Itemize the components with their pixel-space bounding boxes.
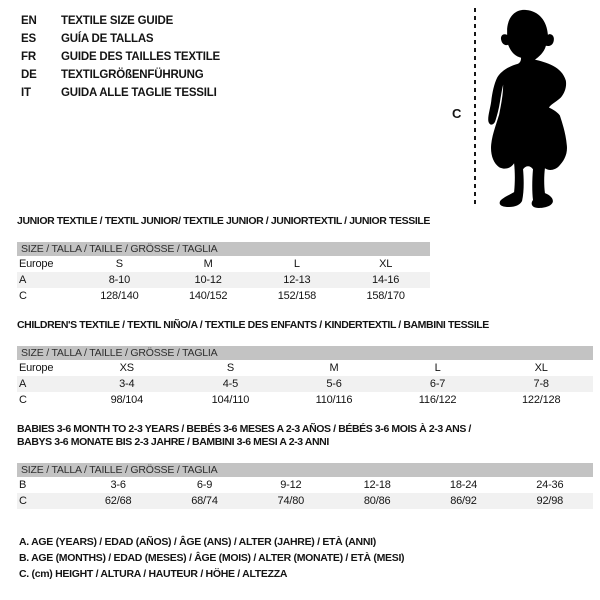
cell: S (226, 362, 234, 374)
cell: 10-12 (164, 272, 253, 288)
table-title: JUNIOR TEXTILE / TEXTIL JUNIOR/ TEXTILE JUNIOR / JUNIORTEXTIL / JUNIOR TESSILE (17, 215, 430, 227)
footnotes (19, 534, 404, 582)
cell: 152/158 (277, 290, 317, 302)
cell: 14-16 (341, 272, 430, 288)
junior-textile-table (17, 215, 430, 307)
row-label: C (19, 290, 27, 302)
cell: 62/68 (75, 493, 161, 509)
cell: 6-9 (196, 479, 213, 491)
cell: 74/80 (248, 493, 334, 509)
cell: XS (119, 362, 134, 374)
table-row (17, 272, 430, 288)
language-title: GUIDA ALLE TAGLIE TESSILI (61, 87, 217, 99)
cell: 86/92 (420, 493, 506, 509)
row-label: Europe (19, 258, 54, 270)
cell: 7-8 (489, 376, 593, 392)
cell: L (434, 362, 441, 374)
cell: 98/104 (110, 394, 144, 406)
cell: 92/98 (507, 493, 593, 509)
row-label: C (19, 394, 27, 406)
cell: 9-12 (280, 479, 302, 491)
row-label: C (17, 493, 75, 509)
table-row (17, 376, 593, 392)
language-row (21, 12, 220, 30)
table-row (17, 493, 593, 509)
language-code: ES (21, 33, 36, 45)
table-row (17, 477, 593, 493)
language-row (21, 30, 220, 48)
language-row (21, 84, 220, 102)
cell: 128/140 (100, 290, 139, 302)
size-header-bar: SIZE / TALLA / TAILLE / GRÖSSE / TAGLIA (17, 242, 430, 256)
language-title: GUÍA DE TALLAS (61, 33, 154, 45)
row-label: Europe (19, 362, 54, 374)
cell: 24-36 (536, 479, 564, 491)
babies-textile-table (17, 423, 593, 513)
table-row (17, 360, 593, 376)
cell: 4-5 (179, 376, 283, 392)
table-row (17, 392, 593, 408)
cell: 12-18 (363, 479, 391, 491)
cell: 5-6 (282, 376, 386, 392)
size-header-bar: SIZE / TALLA / TAILLE / GRÖSSE / TAGLIA (17, 346, 593, 360)
size-grid (17, 256, 430, 304)
row-label: B (19, 479, 27, 491)
cell: 104/110 (211, 394, 250, 406)
baby-silhouette-icon (487, 5, 578, 210)
footnote-a: A. AGE (YEARS) / EDAD (AÑOS) / ÂGE (ANS) / ALTER (JAHRE) / ETÀ (ANNI) (19, 536, 376, 548)
size-grid (17, 360, 593, 408)
row-label: A (17, 376, 75, 392)
cell: M (203, 258, 213, 270)
cell: XL (534, 362, 548, 374)
height-measure-line (474, 8, 476, 205)
cell: 122/128 (522, 394, 561, 406)
language-list (21, 12, 220, 102)
table-title: CHILDREN'S TEXTILE / TEXTIL NIÑO/A / TEXTILE DES ENFANTS / KINDERTEXTIL / BAMBINI TESSILE (17, 319, 489, 331)
language-code: DE (21, 69, 37, 81)
cell: L (293, 258, 300, 270)
cell: XL (379, 258, 393, 270)
cell: 8-10 (75, 272, 164, 288)
cell: 3-6 (110, 479, 126, 491)
table-title-line2: BABYS 3-6 MONATE BIS 2-3 JAHRE / BAMBINI 3-6 MESI A 2-3 ANNI (17, 436, 329, 448)
cell: 12-13 (253, 272, 342, 288)
language-row (21, 66, 220, 84)
table-row (17, 288, 430, 304)
language-title: TEXTILGRÖßENFÜHRUNG (61, 69, 204, 81)
footnote-b: B. AGE (MONTHS) / EDAD (MESES) / ÂGE (MOIS) / ALTER (MONATE) / ETÀ (MESI) (19, 552, 405, 564)
cell: 6-7 (386, 376, 490, 392)
children-textile-table (17, 319, 593, 411)
language-row (21, 48, 220, 66)
cell: 158/170 (366, 290, 405, 302)
language-code: EN (21, 15, 37, 27)
cell: 3-4 (75, 376, 179, 392)
footnote-c: C. (cm) HEIGHT / ALTURA / HAUTEUR / HÖHE / ALTEZZA (19, 568, 288, 580)
cell: 68/74 (161, 493, 247, 509)
cell: 110/116 (315, 394, 353, 406)
cell: S (115, 258, 123, 270)
language-title: TEXTILE SIZE GUIDE (61, 15, 174, 27)
cell: 18-24 (449, 479, 478, 491)
table-row (17, 256, 430, 272)
table-title: BABIES 3-6 MONTH TO 2-3 YEARS / BEBÉS 3-6 MESES A 2-3 AÑOS / BÉBÉS 3-6 MOIS À 2-3 ANS / (17, 423, 471, 435)
cell: M (329, 362, 339, 374)
cell: 80/86 (334, 493, 420, 509)
cell: 116/122 (418, 394, 457, 406)
language-code: IT (21, 87, 31, 99)
language-code: FR (21, 51, 36, 63)
height-measure-label: C (452, 106, 462, 121)
cell: 140/152 (188, 290, 228, 302)
size-header-bar: SIZE / TALLA / TAILLE / GRÖSSE / TAGLIA (17, 463, 593, 477)
size-grid (17, 477, 593, 509)
row-label: A (17, 272, 75, 288)
language-title: GUIDE DES TAILLES TEXTILE (61, 51, 220, 63)
